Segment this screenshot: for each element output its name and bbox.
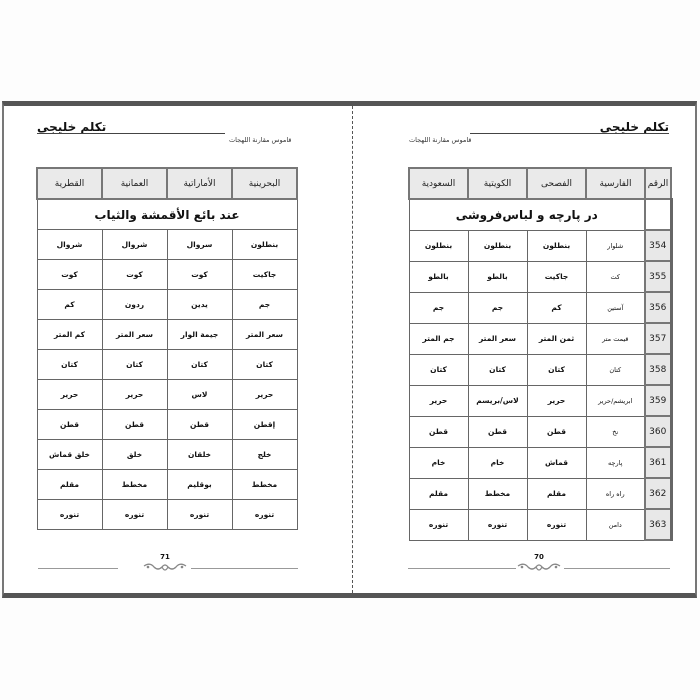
section-title: در پارچه و لباس‌فروشی xyxy=(409,199,645,230)
table-cell: تنوره xyxy=(37,500,102,530)
table-row xyxy=(409,416,671,447)
table-cell: لاس xyxy=(167,380,232,410)
table-cell: تنوره xyxy=(167,500,232,530)
table-row xyxy=(409,292,671,323)
table-cell: خلق قماش xyxy=(37,440,102,470)
table-row xyxy=(37,230,297,260)
persian-term: كتان xyxy=(586,354,645,385)
footer-rule-left xyxy=(38,568,118,569)
table-cell: جم xyxy=(232,290,297,320)
table-row xyxy=(37,470,297,500)
table-cell: تنوره xyxy=(409,509,468,540)
ornament-icon xyxy=(516,561,562,575)
table-cell: خلق xyxy=(102,440,167,470)
table-row xyxy=(37,290,297,320)
table-cell: مقلم xyxy=(409,478,468,509)
table-cell: كوت xyxy=(37,260,102,290)
entry-number: 354 xyxy=(645,230,671,261)
table-cell: كتان xyxy=(102,350,167,380)
table-cell: جاكيت xyxy=(527,261,586,292)
entry-number: 358 xyxy=(645,354,671,385)
footer-rule-right xyxy=(191,568,298,569)
running-title: تكلم خليجي xyxy=(37,120,107,134)
table-cell: بنطلون xyxy=(527,230,586,261)
page-footer xyxy=(38,553,298,577)
entry-number: 359 xyxy=(645,385,671,416)
table-cell: خام xyxy=(468,447,527,478)
table-cell: سعر المتر xyxy=(102,320,167,350)
table-cell: يدين xyxy=(167,290,232,320)
table-cell: خلج xyxy=(232,440,297,470)
table-cell: خام xyxy=(409,447,468,478)
persian-term: ابريشم/حرير xyxy=(586,385,645,416)
section-title: عند بائع الأقمشة والثياب xyxy=(37,199,297,230)
table-row xyxy=(37,500,297,530)
table-cell: كتان xyxy=(232,350,297,380)
table-cell: كتان xyxy=(527,354,586,385)
table-cell: كوت xyxy=(167,260,232,290)
table-row xyxy=(409,261,671,292)
book-spread xyxy=(2,101,697,598)
table-row xyxy=(409,478,671,509)
table-row xyxy=(409,323,671,354)
table-cell: مقلم xyxy=(527,478,586,509)
table-cell: جاكيت xyxy=(232,260,297,290)
table-cell: بوقليم xyxy=(167,470,232,500)
entry-number: 362 xyxy=(645,478,671,509)
dialect-table-left xyxy=(36,167,298,530)
column-header-number: الرقم xyxy=(645,168,671,199)
table-cell: قطن xyxy=(527,416,586,447)
table-cell: كتان xyxy=(409,354,468,385)
table-cell: كم المتر xyxy=(37,320,102,350)
table-row xyxy=(409,509,671,540)
table-cell: خلقان xyxy=(167,440,232,470)
table-cell: جم xyxy=(468,292,527,323)
page-footer xyxy=(408,553,670,577)
table-cell: مخطط xyxy=(102,470,167,500)
table-cell: قطن xyxy=(167,410,232,440)
page-70 xyxy=(353,106,697,593)
table-cell: كتان xyxy=(468,354,527,385)
running-subtitle: قاموس مقارنة اللهجات xyxy=(409,136,472,144)
column-header-omani: العمانية xyxy=(102,168,167,199)
table-cell: سعر المتر xyxy=(468,323,527,354)
table-cell: شروال xyxy=(102,230,167,260)
footer-rule-right xyxy=(564,568,670,569)
table-row xyxy=(37,380,297,410)
column-header-fusha: الفصحى xyxy=(527,168,586,199)
table-cell: كتان xyxy=(37,350,102,380)
column-header-kuwaiti: الكويتية xyxy=(468,168,527,199)
table-cell: تنوره xyxy=(102,500,167,530)
table-row xyxy=(37,410,297,440)
table-cell: حرير xyxy=(527,385,586,416)
number-column-spacer xyxy=(645,199,671,230)
table-cell: لاس/بريسم xyxy=(468,385,527,416)
table-cell: قطن xyxy=(409,416,468,447)
table-row xyxy=(37,350,297,380)
page-71 xyxy=(4,106,352,593)
table-cell: جيمة الوار xyxy=(167,320,232,350)
table-row xyxy=(37,320,297,350)
entry-number: 363 xyxy=(645,509,671,540)
table-cell: مخطط xyxy=(468,478,527,509)
table-cell: جم xyxy=(409,292,468,323)
table-row xyxy=(409,385,671,416)
table-cell: بنطلون xyxy=(232,230,297,260)
dialect-table-right xyxy=(408,167,673,541)
table-row xyxy=(409,354,671,385)
table-cell: تنوره xyxy=(232,500,297,530)
running-title: تكلم خليجي xyxy=(599,120,669,134)
persian-term: قيمت متر xyxy=(586,323,645,354)
table-cell: مخطط xyxy=(232,470,297,500)
table-cell: حرير xyxy=(409,385,468,416)
persian-term: دامن xyxy=(586,509,645,540)
entry-number: 356 xyxy=(645,292,671,323)
table-cell: كتان xyxy=(167,350,232,380)
column-header-bahraini: البحرينية xyxy=(232,168,297,199)
footer-rule-left xyxy=(408,568,516,569)
column-header-saudi: السعودية xyxy=(409,168,468,199)
column-header-qatari: القطرية xyxy=(37,168,102,199)
table-cell: سعر المتر xyxy=(232,320,297,350)
column-header-persian: الفارسية xyxy=(586,168,645,199)
header-rule xyxy=(37,133,225,134)
entry-number: 357 xyxy=(645,323,671,354)
table-cell: حرير xyxy=(37,380,102,410)
entry-number: 355 xyxy=(645,261,671,292)
table-cell: بالطو xyxy=(468,261,527,292)
table-cell: تنوره xyxy=(527,509,586,540)
entry-number: 361 xyxy=(645,447,671,478)
persian-term: شلوار xyxy=(586,230,645,261)
table-cell: كوت xyxy=(102,260,167,290)
table-cell: بنطلون xyxy=(409,230,468,261)
column-header-emirati: الأماراتية xyxy=(167,168,232,199)
persian-term: آستين xyxy=(586,292,645,323)
table-cell: كم xyxy=(37,290,102,320)
section-row xyxy=(37,199,297,230)
ornament-icon xyxy=(142,561,188,575)
table-cell: سروال xyxy=(167,230,232,260)
header-rule xyxy=(470,133,669,134)
page-number: 70 xyxy=(534,553,544,561)
table-cell: قطن xyxy=(102,410,167,440)
table-cell: كم xyxy=(527,292,586,323)
table-cell: إقطن xyxy=(232,410,297,440)
persian-term: كت xyxy=(586,261,645,292)
table-cell: قماش xyxy=(527,447,586,478)
table-row xyxy=(37,440,297,470)
table-cell: شروال xyxy=(37,230,102,260)
table-row xyxy=(37,260,297,290)
page-number: 71 xyxy=(160,553,170,561)
table-cell: مقلم xyxy=(37,470,102,500)
table-cell: تنوره xyxy=(468,509,527,540)
table-cell: بنطلون xyxy=(468,230,527,261)
table-cell: قطن xyxy=(468,416,527,447)
table-cell: بالطو xyxy=(409,261,468,292)
table-header-row xyxy=(37,168,297,199)
table-row xyxy=(409,230,671,261)
table-cell: جم المتر xyxy=(409,323,468,354)
table-cell: قطن xyxy=(37,410,102,440)
persian-term: راه راه xyxy=(586,478,645,509)
entry-number: 360 xyxy=(645,416,671,447)
table-cell: ردون xyxy=(102,290,167,320)
section-row xyxy=(409,199,671,230)
persian-term: نخ xyxy=(586,416,645,447)
persian-term: پارچه xyxy=(586,447,645,478)
table-cell: ثمن المتر xyxy=(527,323,586,354)
table-cell: حرير xyxy=(102,380,167,410)
table-header-row xyxy=(409,168,671,199)
table-row xyxy=(409,447,671,478)
table-cell: حرير xyxy=(232,380,297,410)
running-subtitle: قاموس مقارنة اللهجات xyxy=(229,136,292,144)
